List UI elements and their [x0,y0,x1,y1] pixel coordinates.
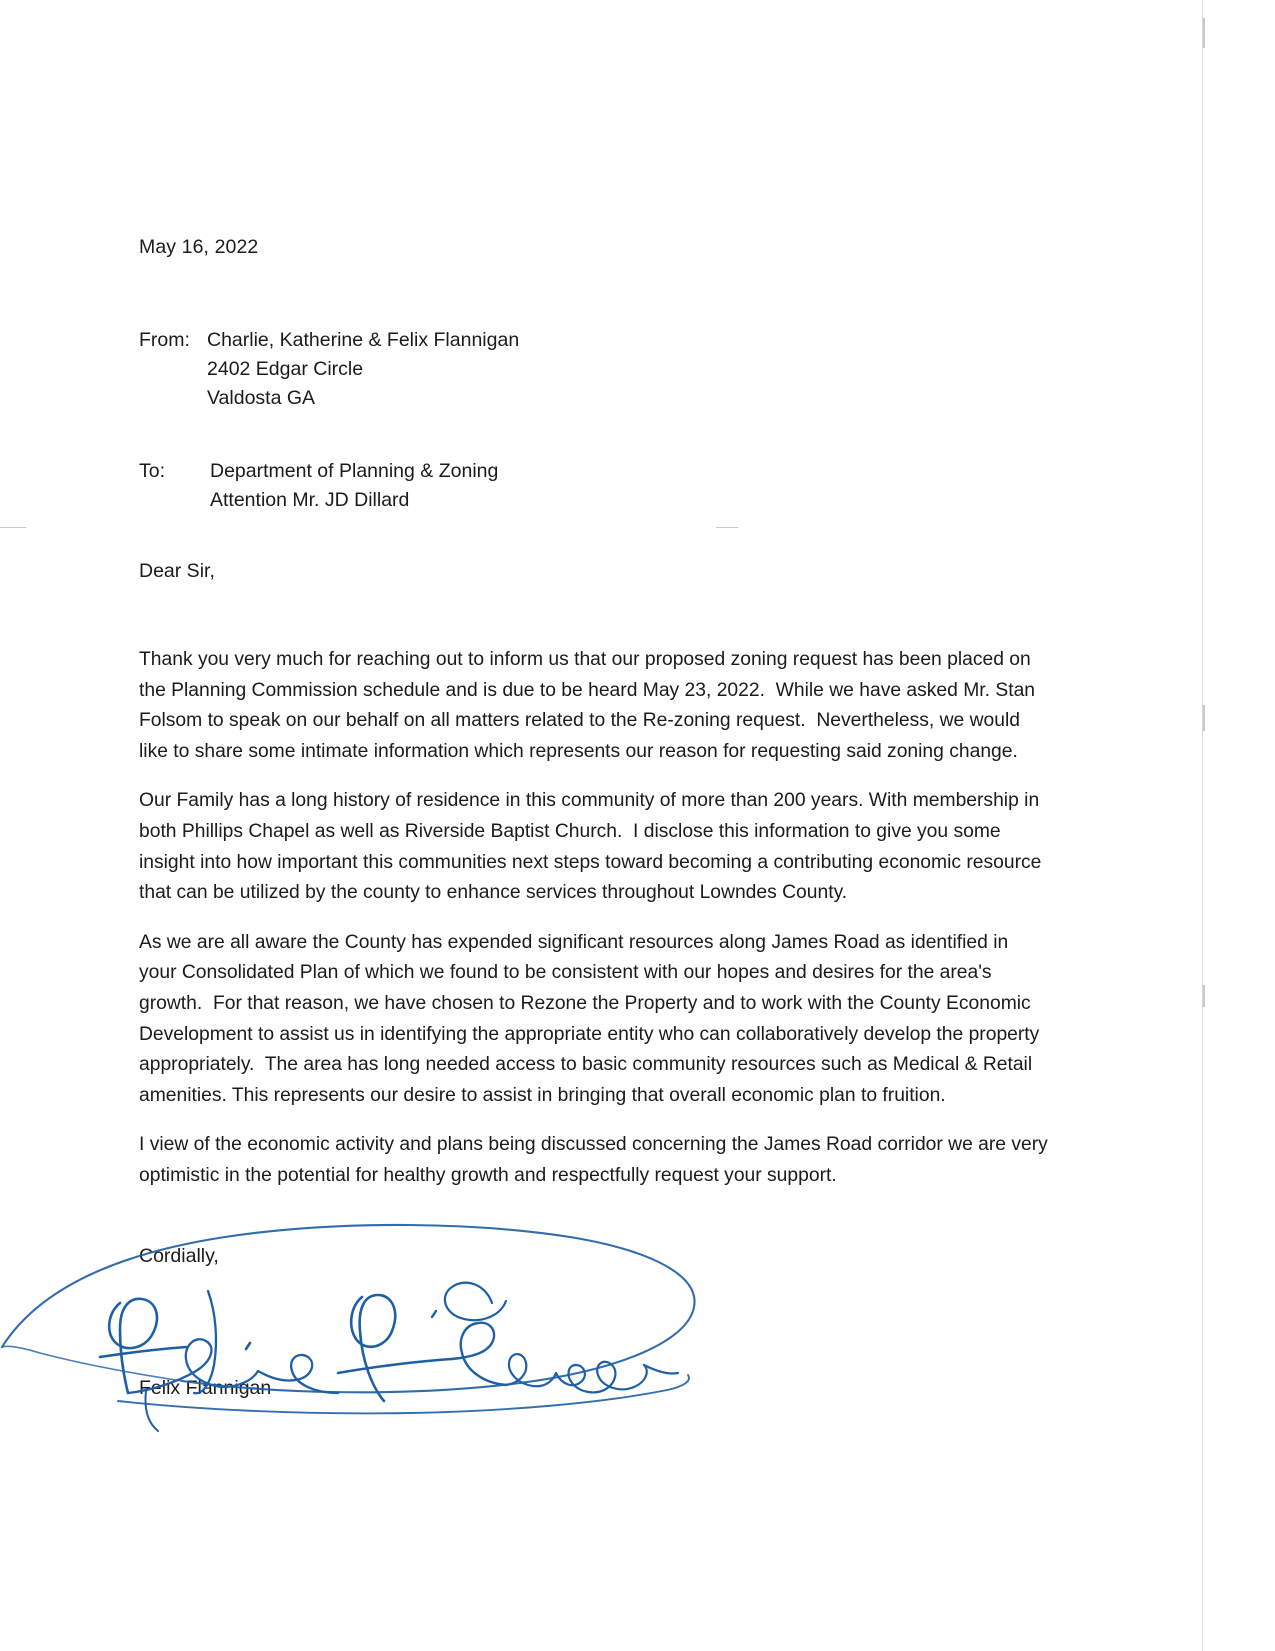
from-name: Charlie, Katherine & Felix Flannigan [207,329,520,351]
letter-date: May 16, 2022 [139,236,259,258]
salutation: Dear Sir, [139,560,215,582]
to-row-recipient [139,457,498,486]
body-paragraph: As we are all aware the County has expended significant resources along James Road as identified in your Consolidated Plan of which we found to be consistent with our hopes and desires for the area's growth. For that reason, we have chosen to Rezone the Property and to work with the County Economic Development to assist us in identifying the appropriate entity who can collaboratively develop the property appropriately. The area has long needed access to basic community resources such as Medical & Retail amenities. This represents our desire to assist in bringing that overall economic plan to fruition. [139,931,1045,1106]
from-city-state: Valdosta GA [207,387,316,409]
letter-body [139,645,1054,1211]
from-label: From: [139,329,190,351]
scan-speck [0,527,26,528]
scan-speck [1203,705,1205,731]
to-block [139,457,498,515]
body-paragraph: Thank you very much for reaching out to inform us that our proposed zoning request has been placed on the Planning Commission schedule and is due to be heard May 23, 2022. While we have asked Mr. Stan Folsom to speak on our behalf on all matters related to the Re-zoning request. Nevertheless, we would like to share some intimate information which represents our reason for requesting said zoning change. [139,649,1041,762]
to-attention: Attention Mr. JD Dillard [210,489,410,511]
scan-speck [716,527,738,528]
from-street: 2402 Edgar Circle [207,358,364,380]
body-paragraph: I view of the economic activity and plans being discussed concerning the James Road corridor we are very optimistic in the potential for healthy growth and respectfully request your support. [139,1134,1054,1186]
printed-signer-name: Felix Flannigan [139,1377,272,1399]
scan-speck [1203,985,1205,1007]
handwritten-signature [0,1195,1275,1455]
scan-edge-artifact [1202,0,1275,1651]
scan-speck [1203,18,1205,48]
signature-ink-svg [0,1195,1275,1455]
closing-line: Cordially, [139,1245,219,1267]
from-row-name [139,326,519,355]
from-block [139,326,519,413]
body-paragraph: Our Family has a long history of residence in this community of more than 200 years. With membership in both Phillips Chapel as well as Riverside Baptist Church. I disclose this information to give you some insight into how important this communities next steps toward becoming a contributing economic resource that can be utilized by the county to enhance services throughout Lowndes County. [139,790,1047,904]
to-recipient: Department of Planning & Zoning [210,460,499,482]
to-label: To: [139,460,166,482]
